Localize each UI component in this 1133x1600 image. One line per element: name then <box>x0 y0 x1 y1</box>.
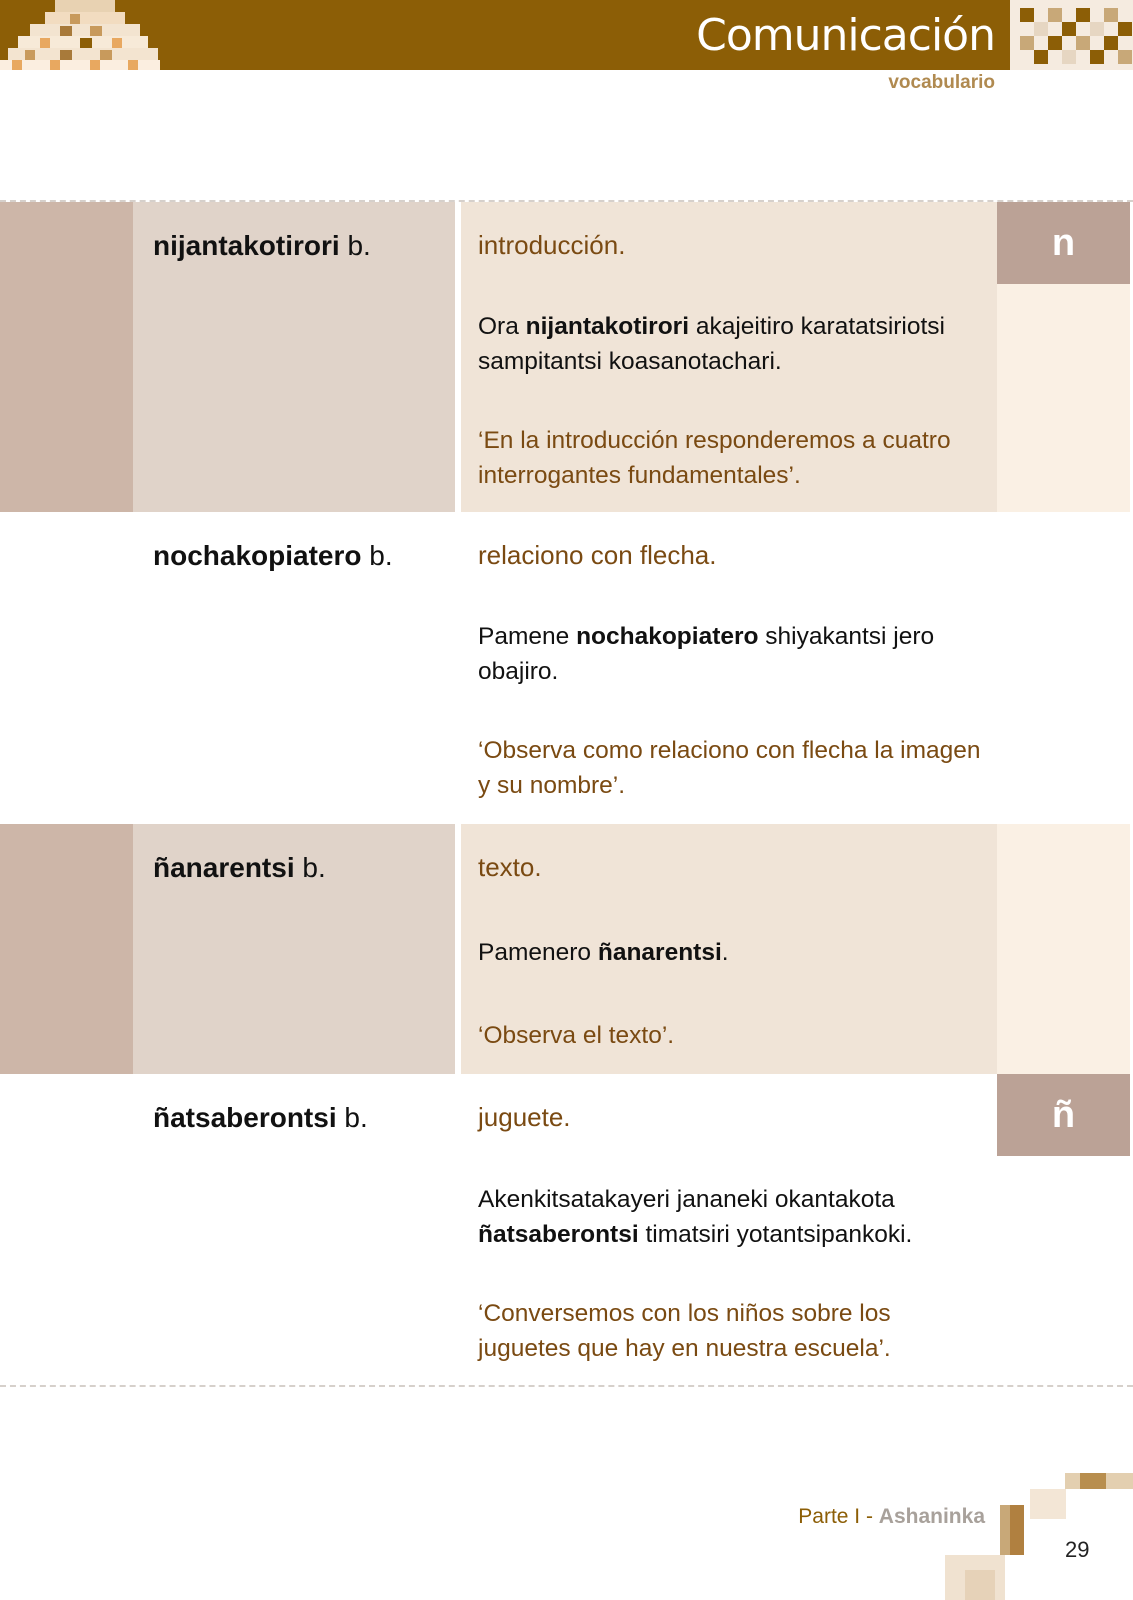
entry-translation: ‘En la introducción responderemos a cuatro interrogantes fundamentales’. <box>478 427 951 489</box>
letter-tab-enye: ñ <box>997 1074 1130 1156</box>
page-number: 29 <box>1065 1537 1090 1562</box>
entry-translation: ‘Observa el texto’. <box>478 1022 675 1049</box>
entry-headword: nochakopiatero b. <box>153 540 393 571</box>
page-subtitle: vocabulario <box>888 72 995 93</box>
entry-example: Pamene nochakopiatero shiyakantsi jero obajiro. <box>478 623 935 685</box>
entry-headword: ñatsaberontsi b. <box>153 1102 368 1133</box>
dictionary-entry <box>0 824 1133 1074</box>
entry-translation: ‘Conversemos con los niños sobre los juguetes que hay en nuestra escuela’. <box>478 1300 891 1362</box>
entry-headword: nijantakotirori b. <box>153 230 371 261</box>
entry-headword: ñanarentsi b. <box>153 852 326 883</box>
entry-gloss: relaciono con flecha. <box>478 540 717 570</box>
entry-shade <box>0 824 133 1074</box>
dictionary-entry <box>0 512 1133 824</box>
entry-shade <box>0 202 133 512</box>
dictionary-entry <box>0 1074 1133 1384</box>
letter-tab-n: n <box>997 202 1130 284</box>
page-title: Comunicación <box>696 10 995 61</box>
entry-translation: ‘Observa como relaciono con flecha la imagen y su nombre’. <box>478 737 981 799</box>
entry-example: Akenkitsatakayeri jananeki okantakota ñatsaberontsi timatsiri yotantsipankoki. <box>478 1186 913 1248</box>
entry-gloss: texto. <box>478 852 542 882</box>
entry-example: Ora nijantakotirori akajeitiro karatatsiriotsi sampitantsi koasanotachari. <box>478 313 945 375</box>
entry-gloss: introducción. <box>478 230 626 260</box>
entry-shade <box>997 824 1130 1074</box>
dictionary-entry <box>0 202 1133 512</box>
entry-example: Pamenero ñanarentsi. <box>478 939 729 966</box>
footer-part-label: Parte I - Ashaninka <box>798 1505 985 1528</box>
entry-gloss: juguete. <box>478 1102 571 1132</box>
bottom-divider <box>0 1385 1133 1387</box>
